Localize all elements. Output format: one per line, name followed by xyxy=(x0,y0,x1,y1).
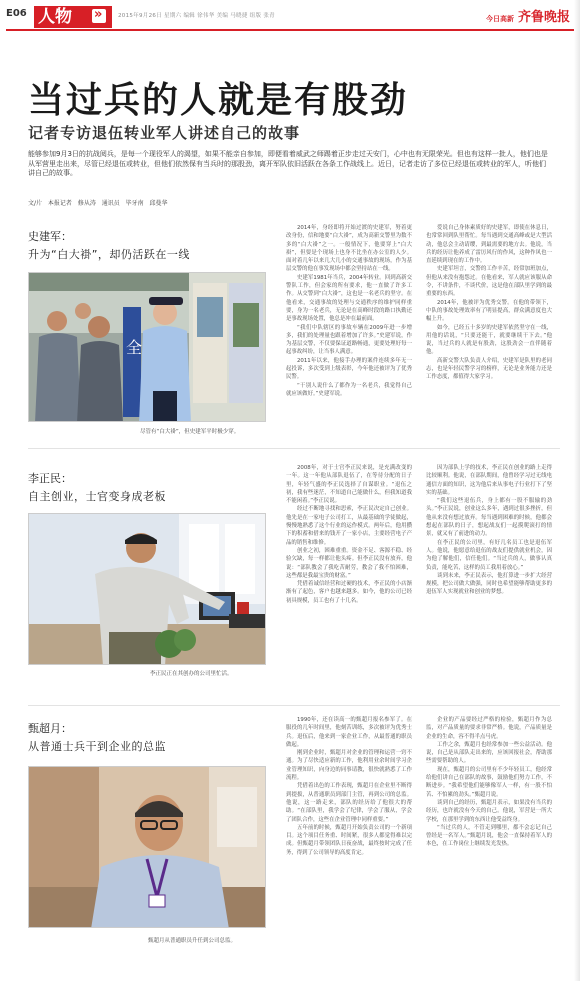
profile-1-caption: 尽管有“白大褂”，但史建军平时极少穿。 xyxy=(140,429,240,435)
page-edge-shadow xyxy=(574,0,580,981)
divider-2 xyxy=(28,705,560,706)
issue-meta: 2015年9月26日 星期六 编辑 徐伟华 美编 马晓捷 组版 张青 xyxy=(118,13,275,19)
body-paragraph: 刚到企业时，甄超月对企业的管理和运营一窍不通。为了尽快适应新的工作，他利用业余时间学习企业管理知识，向身边的同事请教，很快就熟悉了工作流程。 xyxy=(286,750,412,782)
body-paragraph: 1990年，还在读高一的甄超月报名参军了。在服役的几年时间里，他刻苦训练，多次被评为优秀士兵。退伍后，他来到一家企业工作，从最普通的职员做起。 xyxy=(286,717,412,748)
body-paragraph: 谈到自己的经历，甄超月表示，如果没有当兵的经历，也许就没有今天的自己。他说，军营是一所大学校，在那里学到的东西让他受益终身。 xyxy=(426,799,552,823)
body-paragraph: 2014年，身经即将开始过渡的史建军，努着更改身份，信和地要“白大褂”，成为高新交警里为数不多的“白大褂”之一。一般情况下，他要穿上“白大褂”，但要是个现场上也身不比坐在办公室的人少。面对着几年以来几大几小的交通事故的现场，作为基层交警的他在事发现场中都会坚持站在一线。 xyxy=(286,225,412,273)
profile-2-column-2 xyxy=(426,464,552,672)
page-number: E06 xyxy=(6,8,27,19)
profile-3-column-1 xyxy=(286,716,412,966)
profile-2-name: 李正民： xyxy=(28,472,72,485)
body-paragraph: 2014年，他被评为优秀交警。在他的带领下，中队的事故处理效率有了明显提高，群众满意度也大幅上升。 xyxy=(426,299,552,323)
profile-1-photo xyxy=(28,272,266,422)
profile-1-column-1 xyxy=(286,224,412,432)
page-header xyxy=(0,0,580,30)
headline: 当过兵的人就是有股劲 xyxy=(28,80,409,121)
body-paragraph: 创业之初，困难重重。资金不足、客源不稳、经验欠缺，每一样都让他头疼。但李正民没有放弃，他说：“部队教会了我吃苦耐劳，教会了我不怕困难，这些都是我最宝贵的财富。” xyxy=(286,547,412,579)
profile-1-title: 升为“白大褂”，却仍活跃在一线 xyxy=(28,248,190,261)
body-paragraph: 爱说自己身体素质好的史建军，即使在休息日，也常常回到队里帮忙。每当遇到交通高峰或是大型活动，他总会主动请缨，到最需要的地方去。他说，当兵的经历让他养成了雷厉风行的作风，这种作风也一直延续到现在的工作中。 xyxy=(426,225,552,265)
body-paragraph: 史建军1981年当兵，2004年转业。回到高新交警队工作，但会家的所有要求，他一直做了许多工作。从交警到“白大褂”，这也是一名老兵的坚守。在他看来，交通事故的处理与交通秩序的维护同样重要，身为一名老兵，无论是在高峰时段的路口执勤还是事故现场处置，他总是冲在最前面。 xyxy=(286,274,412,323)
body-paragraph: 现在，甄超月的公司里有不少年轻员工，他经常给他们讲自己在部队的故事，鼓励他们努力工作，不断进步。“我希望他们能够像军人一样，有一股不怕苦、不怕累的劲头。”甄超月说。 xyxy=(426,766,552,798)
svg-text:全: 全 xyxy=(126,338,143,357)
profile-2-caption: 李正民正在其创办的公司里忙活。 xyxy=(150,671,233,677)
profile-2-title: 自主创业，士官变身成老板 xyxy=(28,490,166,503)
body-paragraph: 凭借着出色的工作表现，甄超月在企业里不断得到提拔，从普通职员到部门主管，再到公司的总监。他说，这一路走来，部队的经历给了他很大的帮助。“在部队里，我学会了纪律，学会了服从，学会了团队合作，这些在企业管理中同样重要。” xyxy=(286,783,412,823)
profile-3-caption: 甄超月从普通职员升任到公司总监。 xyxy=(148,938,237,944)
profile-3-photo-art xyxy=(29,767,266,928)
body-paragraph: 经过不断地寻找和思索，李正民决定自己创业。他先是在一家电子公司打工，从最基础的学徒做起，慢慢地熟悉了这个行业的运作模式。两年后，他用攒下的积蓄和借来的钱开了一家小店，主要经营电子产品的销售和维修。 xyxy=(286,506,412,546)
body-paragraph: 凭借着诚信经营和过硬的技术，李正民的小店渐渐有了起色，客户也越来越多。如今，他的公司已经初具规模，员工也有了十几名。 xyxy=(286,581,412,604)
profile-1-column-2 xyxy=(426,224,552,432)
body-paragraph: “我们这些退伍兵，身上都有一股不服输的劲头。”李正民说，创业这么多年，遇到过很多挫折，但他从来没有想过放弃。每当遇到困难的时候，他都会想起在部队的日子，想起战友们一起摸爬滚打的情景，就又有了前进的动力。 xyxy=(426,498,552,538)
header-rule xyxy=(6,29,574,31)
profile-3-name: 甄超月： xyxy=(28,722,72,735)
body-paragraph: 史建军坦言，交警的工作辛苦，经常加班加点，但他从来没有抱怨过。在他看来，军人就应该服从命令，不讲条件，不谈代价，这是他在部队里学到的最重要的东西。 xyxy=(426,266,552,298)
lead-paragraph: 能够参加9月3日的抗战阅兵，是每一个现役军人的渴望，如果不能亲自参加，即便看着威武之师踢着正步走过天安门，心中也有无限荣光。但也有这样一批人，他们也是从军营里走出来，尽管已经退伍或转业，但他们依然保有当兵时的那股劲，离开军队依旧活跃在各条工作战线上。近日，记者走访了多位已经退伍或转业的军人，听他们讲自己的故事。 xyxy=(28,150,548,178)
section-label: 人物 xyxy=(38,7,72,27)
body-paragraph: “干别人说什么了都作为一名老兵，我觉得自己就应该做好。”史建军说。 xyxy=(286,382,412,397)
divider-1 xyxy=(28,448,560,449)
body-paragraph: 2008年，对于士官李正民来说，是充满改变的一年。这一年他从部队退伍了，在等待分配的日子里，年轻气盛的李正民选择了自谋职业。“退伍之初，我有些迷茫，不知道自己能做什么，但我知道我不能闲着。”李正民说。 xyxy=(286,465,412,505)
profile-3-column-2 xyxy=(426,716,552,966)
body-paragraph: 如今，已经五十多岁的史建军依然坚守在一线，用他的话说，“只要还能干，就要继续干下去。”他说，当过兵的人就是有股劲，这股劲会一直伴随着他。 xyxy=(426,324,552,356)
masthead-sub: 今日高新 xyxy=(485,15,514,23)
profile-2-column-1 xyxy=(286,464,412,672)
profile-1-name: 史建军： xyxy=(28,230,72,243)
profile-3-photo xyxy=(28,766,266,928)
body-paragraph: 2011年以来，他接手办理的案件连续多年无一起投诉，多次受到上级表彰，今年他还被评为了优秀民警。 xyxy=(286,357,412,381)
subheadline: 记者专访退伍转业军人讲述自己的故事 xyxy=(28,124,301,142)
body-paragraph: 因为部队上学的技术，李正民在创业的路上走得比较顺利。他说，在部队期间，他曾经学习过无线电通信方面的知识，这为他后来从事电子行业打下了坚实的基础。 xyxy=(426,465,552,496)
body-paragraph: 谈到未来，李正民表示，他打算进一步扩大经营规模，把公司做大做强，同时也希望能够帮助更多的退伍军人实现就业和创业的梦想。 xyxy=(426,572,552,596)
body-paragraph: “我们中队辖区的事故车辆在2009年进一步增多，我们的处理量也跟着增加了许多。”史建军说，作为基层交警，不仅要保证道路畅通，更要处理好每一起事故纠纷，让当事人满意。 xyxy=(286,324,412,356)
body-paragraph: 在李正民的公司里，有好几名员工也是退伍军人。他说，他愿意给退伍的战友们提供就业机会，因为他了解他们，信任他们。“当过兵的人，做事认真负责，能吃苦，这样的员工我用着放心。” xyxy=(426,539,552,571)
profile-2-photo-art xyxy=(29,514,266,665)
body-paragraph: 企业的产品要经过严格的检验，甄超月作为总监，对产品质量的要求非常严格。他说，产品质量是企业的生命，容不得半点马虎。 xyxy=(426,717,552,740)
profile-3-title: 从普通士兵干到企业的总监 xyxy=(28,740,166,753)
body-paragraph: “当过兵的人，不管走到哪里，都不会忘记自己曾经是一名军人。”甄超月说，他会一直保持着军人的本色，在工作岗位上继续发光发热。 xyxy=(426,824,552,848)
byline: 文/片 本报记者 修从涛 通讯员 毕牙南 邱曼华 xyxy=(28,200,168,207)
body-paragraph: 高新交警大队负责人介绍，史建军是队里的老同志，也是年轻民警学习的榜样，无论是业务能力还是工作态度，都值得大家学习。 xyxy=(426,357,552,381)
chevron-right-icon: » xyxy=(92,9,106,23)
body-paragraph: 工作之余，甄超月也经常参加一些公益活动。他说，自己是从部队走出来的，应该回报社会，帮助那些需要帮助的人。 xyxy=(426,741,552,765)
body-paragraph: 五年前的时候，甄超月开始负责公司的一个新项目。这个项目任务重、时间紧，很多人都觉得难以完成。但甄超月带领团队日夜奋战，最终按时完成了任务，得到了公司领导的高度肯定。 xyxy=(286,824,412,856)
masthead-title: 齐鲁晚报 xyxy=(517,10,570,25)
profile-1-photo-art xyxy=(29,273,266,422)
profile-2-photo xyxy=(28,513,266,665)
masthead xyxy=(486,6,570,25)
